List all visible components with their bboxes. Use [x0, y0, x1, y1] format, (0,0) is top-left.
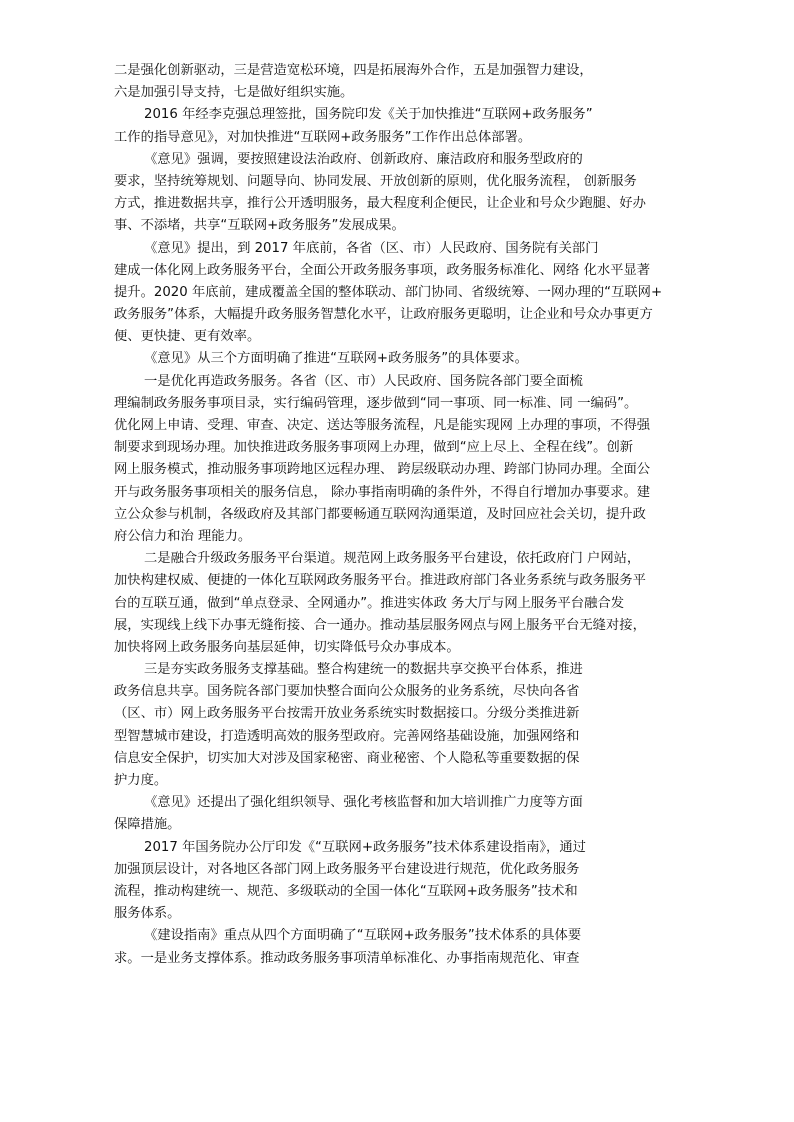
paragraph-start-line: 《建设指南》重点从四个方面明确了“互联网+政务服务”技术体系的具体要	[144, 928, 582, 944]
paragraph-start-line: 一是优化再造政务服务。各省（区、市）人民政府、国务院各部门要全面梳	[144, 373, 583, 389]
text-line: 提升。2020 年底前，建成覆盖全国的整体联动、部门协同、省级统筹、一网办理的“互联网+	[114, 284, 663, 300]
text-line: （区、市）网上政务服务平台按需开放业务系统实时数据接口。分级分类推进新	[114, 706, 580, 722]
text-line: 建成一体化网上政务服务平台，全面公开政务服务事项，政务服务标准化、网络 化水平显著	[114, 262, 651, 278]
text-line: 求。一是业务支撑体系。推动政务服务事项清单标准化、办事指南规范化、审查	[114, 950, 580, 966]
text-line: 服务体系。	[114, 906, 181, 922]
paragraph-start-line: 2017 年国务院办公厅印发《“互联网+政务服务”技术体系建设指南》，通过	[144, 839, 586, 855]
document-body	[114, 60, 689, 970]
text-line: 工作的指导意见》，对加快推进“互联网+政务服务”工作作出总体部署。	[114, 129, 532, 145]
text-line: 保障措施。	[114, 817, 181, 833]
paragraph-start-line: 三是夯实政务服务支撑基础。整合构建统一的数据共享交换平台体系，推进	[144, 662, 583, 678]
text-line: 立公众参与机制，各级政府及其部门都要畅通互联网沟通渠道，及时回应社会关切，提升政	[114, 506, 646, 522]
paragraph-start-line: 二是融合升级政务服务平台渠道。规范网上政务服务平台建设，依托政府门 户网站，	[144, 551, 641, 567]
text-line: 事、不添堵，共享“互联网+政务服务”发展成果。	[114, 218, 405, 234]
text-line: 政务信息共享。国务院各部门要加快整合面向公众服务的业务系统，尽快向各省	[114, 684, 580, 700]
text-line: 护力度。	[114, 773, 168, 788]
text-line: 府公信力和治 理能力。	[114, 528, 252, 544]
text-line: 方式，推进数据共享，推行公开透明服务，最大程度利企便民，让企业和号众少跑腿、好办	[114, 196, 646, 212]
text-line: 型智慧城市建设，打造透明高效的服务型政府。完善网络基础设施，加强网络和	[114, 728, 580, 744]
text-line: 展，实现线上线下办事无缝衔接、合一通办。推动基层服务网点与网上服务平台无缝对接，	[114, 617, 646, 633]
text-line: 六是加强引导支持，七是做好组织实施。	[114, 85, 354, 101]
paragraph-start-line: 《意见》从三个方面明确了推进“互联网+政务服务”的具体要求。	[144, 351, 528, 367]
text-line: 加快将网上政务服务向基层延伸，切实降低号众办事成本。	[114, 639, 460, 655]
paragraph-start-line: 《意见》还提出了强化组织领导、强化考核监督和加大培训推广力度等方面	[144, 795, 583, 811]
text-line: 优化网上申请、受理、审查、决定、送达等服务流程，凡是能实现网 上办理的事项，不得强	[114, 418, 651, 433]
text-line: 政务服务”体系，大幅提升政务服务智慧化水平，让政府服务更聪明，让企业和号众办事更方	[114, 307, 653, 323]
text-line: 加强顶层设计，对各地区各部门网上政务服务平台建设进行规范，优化政务服务	[114, 861, 580, 877]
text-line: 要求，坚持统筹规划、问题导向、协同发展、开放创新的原则，优化服务流程， 创新服务	[114, 173, 637, 189]
text-line: 便、更快捷、更有效率。	[114, 329, 261, 345]
paragraph-start-line: 《意见》强调，要按照建设法治政府、创新政府、廉洁政府和服务型政府的	[144, 151, 583, 167]
text-line: 开与政务服务事项相关的服务信息， 除办事指南明确的条件外，不得自行增加办事要求。建	[114, 484, 651, 500]
text-line: 信息安全保护，切实加大对涉及国家秘密、商业秘密、个人隐私等重要数据的保	[114, 750, 580, 766]
paragraph-start-line: 2016 年经李克强总理签批，国务院印发《关于加快推进“互联网+政务服务”	[144, 107, 593, 123]
text-line: 流程，推动构建统一、规范、多级联动的全国一体化“互联网+政务服务”技术和	[114, 883, 578, 899]
text-line: 网上服务模式，推动服务事项跨地区远程办理、 跨层级联动办理、跨部门协同办理。全面公	[114, 462, 651, 478]
text-line: 理编制政务服务事项目录，实行编码管理，逐步做到“同一事项、同一标准、同 一编码”。	[114, 395, 638, 411]
text-line: 加快构建权威、便捷的一体化互联网政务服务平台。推进政府部门各业务系统与政务服务平	[114, 573, 646, 589]
text-line: 台的互联互通，做到“单点登录、全网通办”。推进实体政 务大厅与网上服务平台融合发	[114, 595, 624, 611]
text-line: 制要求到现场办理。加快推进政务服务事项网上办理，做到“应上尽上、全程在线”。创新	[114, 440, 634, 456]
text-line: 二是强化创新驱动，三是营造宽松环境，四是拓展海外合作，五是加强智力建设，	[114, 63, 593, 78]
paragraph-start-line: 《意见》提出，到 2017 年底前，各省（区、市）人民政府、国务院有关部门	[144, 240, 599, 256]
